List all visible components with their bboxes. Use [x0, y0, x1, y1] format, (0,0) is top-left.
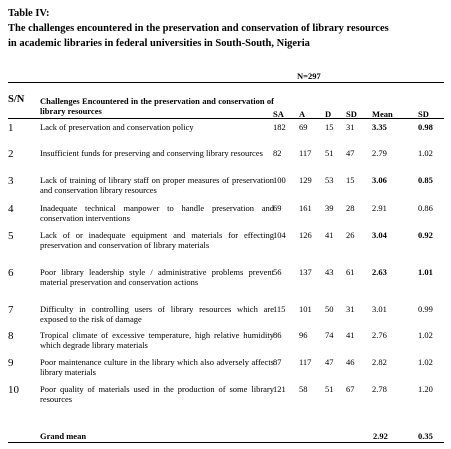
row-number: 10	[8, 384, 19, 396]
header-sa: SA	[273, 109, 284, 119]
row-number: 3	[8, 175, 14, 187]
table-title	[8, 6, 448, 51]
cell-sa: 115	[273, 304, 286, 314]
row-number: 5	[8, 230, 14, 242]
challenge-text: Poor quality of materials used in the production of some library resources	[40, 384, 274, 404]
cell-d: 15	[325, 122, 334, 132]
cell-sa: 82	[273, 148, 282, 158]
cell-a: 126	[299, 230, 312, 240]
cell-sa: 100	[273, 175, 286, 185]
cell-stdev: 0.98	[418, 122, 433, 132]
cell-mean: 3.06	[372, 175, 387, 185]
cell-a: 129	[299, 175, 312, 185]
cell-stdev: 0.99	[418, 304, 433, 314]
cell-stdev: 1.02	[418, 148, 433, 158]
header-a: A	[299, 109, 306, 119]
challenge-text: Lack of or inadequate equipment and materials for effecting preservation and conservation of library materials	[40, 230, 274, 250]
cell-a: 69	[299, 122, 308, 132]
cell-sd: 26	[346, 230, 355, 240]
cell-d: 47	[325, 357, 334, 367]
cell-a: 161	[299, 203, 312, 213]
cell-d: 74	[325, 330, 334, 340]
cell-mean: 3.04	[372, 230, 387, 240]
cell-a: 137	[299, 267, 312, 277]
rule-bottom	[8, 442, 444, 443]
rule-header	[8, 118, 444, 119]
cell-a: 96	[299, 330, 308, 340]
cell-sd: 41	[346, 330, 355, 340]
sample-size: N=297	[297, 71, 321, 81]
cell-sd: 15	[346, 175, 355, 185]
cell-sd: 47	[346, 148, 355, 158]
row-number: 4	[8, 203, 14, 215]
cell-stdev: 1.01	[418, 267, 433, 277]
cell-stdev: 0.86	[418, 203, 433, 213]
cell-mean: 3.35	[372, 122, 387, 132]
cell-d: 53	[325, 175, 334, 185]
cell-d: 51	[325, 148, 334, 158]
cell-mean: 2.63	[372, 267, 387, 277]
cell-d: 39	[325, 203, 334, 213]
cell-stdev: 0.92	[418, 230, 433, 240]
row-number: 6	[8, 267, 14, 279]
challenge-text: Insufficient funds for preserving and conserving library resources	[40, 148, 263, 158]
cell-mean: 2.79	[372, 148, 387, 158]
header-sn: S/N	[8, 94, 25, 105]
title-line-2: in academic libraries in federal universities in South-South, Nigeria	[8, 38, 310, 49]
cell-mean: 2.76	[372, 330, 387, 340]
cell-sa: 87	[273, 357, 282, 367]
cell-sd: 67	[346, 384, 355, 394]
challenge-text: Poor maintenance culture in the library which also adversely affects library materials	[40, 357, 274, 377]
header-stdev: SD	[418, 109, 429, 119]
cell-mean: 3.01	[372, 304, 387, 314]
header-d: D	[325, 109, 332, 119]
cell-a: 101	[299, 304, 312, 314]
cell-sd: 28	[346, 203, 355, 213]
challenge-text: Difficulty in controlling users of library resources which are exposed to the risk of damage	[40, 304, 274, 324]
cell-sa: 56	[273, 267, 282, 277]
cell-sd: 46	[346, 357, 355, 367]
cell-sd: 31	[346, 122, 355, 132]
cell-stdev: 1.02	[418, 357, 433, 367]
header-challenge: Challenges Encountered in the preservation and conservation of library resources	[40, 96, 274, 116]
title-line-1: The challenges encountered in the preservation and conservation of library resources	[8, 23, 389, 34]
cell-sa: 69	[273, 203, 282, 213]
row-number: 1	[8, 122, 14, 134]
challenge-text: Lack of training of library staff on proper measures of preservation and conservation library resources	[40, 175, 274, 195]
cell-stdev: 1.20	[418, 384, 433, 394]
cell-mean: 2.82	[372, 357, 387, 367]
row-number: 7	[8, 304, 14, 316]
table-label: Table IV:	[8, 8, 50, 19]
cell-stdev: 1.02	[418, 330, 433, 340]
cell-sa: 104	[273, 230, 286, 240]
challenge-text: Tropical climate of excessive temperature, high relative humidity which degrade library materials	[40, 330, 274, 350]
header-sd: SD	[346, 109, 357, 119]
cell-sa: 121	[273, 384, 286, 394]
cell-sd: 31	[346, 304, 355, 314]
cell-a: 117	[299, 357, 312, 367]
cell-d: 50	[325, 304, 334, 314]
row-number: 9	[8, 357, 14, 369]
grand-mean-value: 2.92	[373, 431, 388, 441]
cell-mean: 2.78	[372, 384, 387, 394]
cell-d: 41	[325, 230, 334, 240]
cell-mean: 2.91	[372, 203, 387, 213]
cell-a: 58	[299, 384, 308, 394]
challenge-text: Inadequate technical manpower to handle preservation and conservation interventions	[40, 203, 274, 223]
row-number: 8	[8, 330, 14, 342]
cell-stdev: 0.85	[418, 175, 433, 185]
header-mean: Mean	[372, 109, 393, 119]
rule-top	[8, 82, 444, 83]
cell-d: 43	[325, 267, 334, 277]
challenge-text: Lack of preservation and conservation policy	[40, 122, 194, 132]
cell-d: 51	[325, 384, 334, 394]
cell-sa: 86	[273, 330, 282, 340]
grand-stdev-value: 0.35	[418, 431, 433, 441]
challenge-text: Poor library leadership style / administrative problems prevent material preservation and conservation actions	[40, 267, 274, 287]
cell-sa: 182	[273, 122, 286, 132]
row-number: 2	[8, 148, 14, 160]
cell-sd: 61	[346, 267, 355, 277]
grand-mean-label: Grand mean	[40, 431, 87, 441]
cell-a: 117	[299, 148, 312, 158]
